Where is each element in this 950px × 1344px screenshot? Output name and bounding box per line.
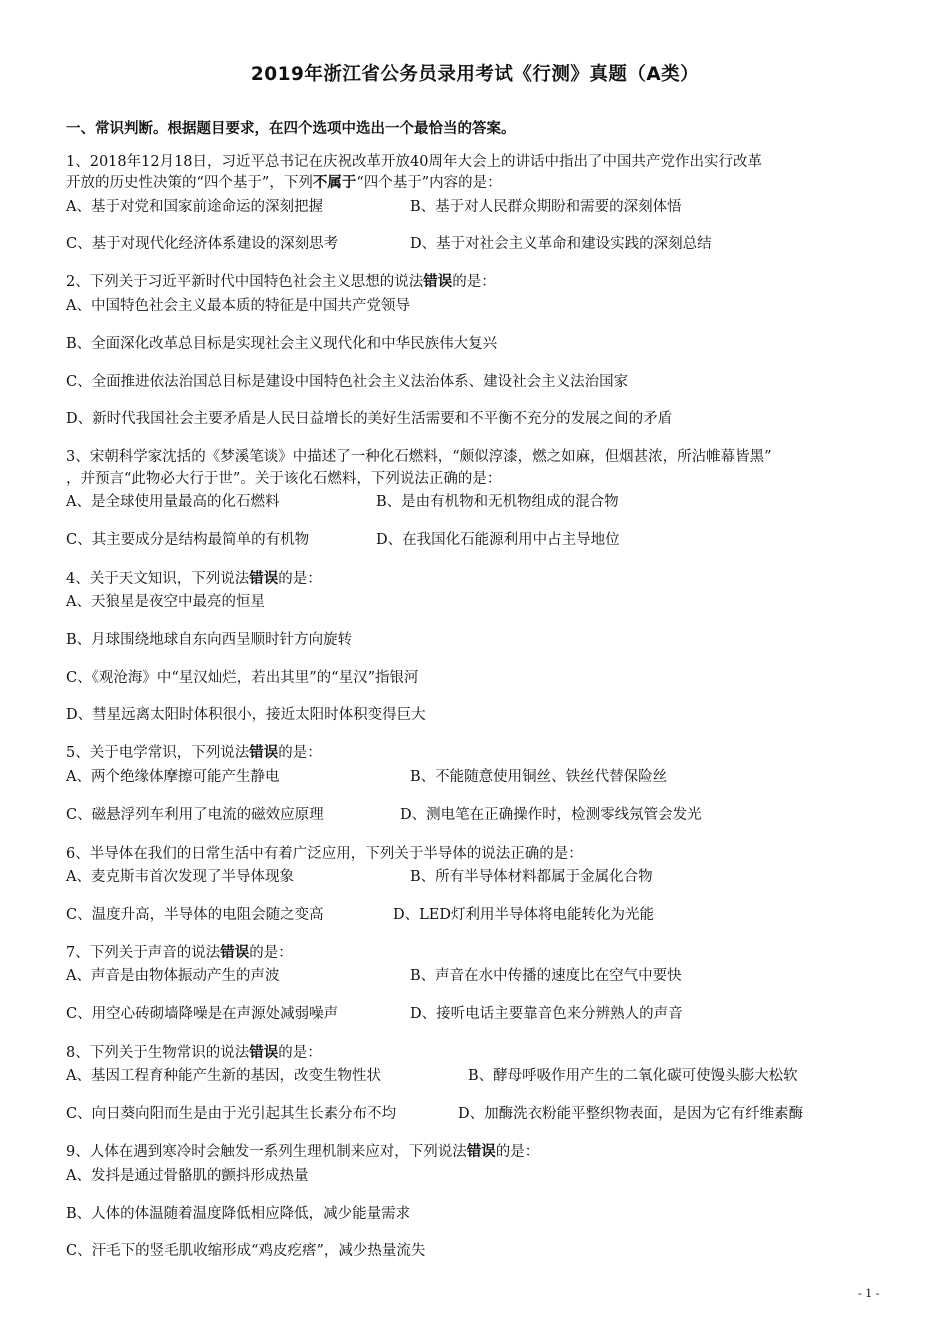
q5-option-a: A、两个绝缘体摩擦可能产生静电 (66, 769, 280, 785)
q5-option-c: C、磁悬浮列车利用了电流的磁效应原理 (66, 807, 324, 823)
q4-stem (66, 569, 322, 589)
q3-option-a: A、是全球使用量最高的化石燃料 (66, 494, 280, 510)
q7-option-a: A、声音是由物体振动产生的声波 (66, 968, 280, 984)
q4-stem-post: 的是： (278, 571, 322, 587)
q1-stem-bold: 不属于 (312, 175, 357, 191)
q2-option-a: A、中国特色社会主义最本质的特征是中国共产党领导 (66, 298, 410, 314)
q6-option-d: D、LED灯利用半导体将电能转化为光能 (393, 907, 654, 923)
q1-option-d: D、基于对社会主义革命和建设实践的深刻总结 (410, 236, 712, 252)
q2-stem-bold: 错误 (423, 274, 453, 290)
q7-stem-bold: 错误 (220, 945, 250, 961)
q6-option-a: A、麦克斯韦首次发现了半导体现象 (66, 869, 294, 885)
q8-stem-bold: 错误 (249, 1045, 279, 1061)
q8-stem-pre: 8、下列关于生物常识的说法 (66, 1045, 250, 1061)
q8-option-d: D、加酶洗衣粉能平整织物表面，是因为它有纤维素酶 (458, 1106, 804, 1122)
q7-stem-post: 的是： (249, 945, 293, 961)
q9-option-b: B、人体的体温随着温度降低相应降低，减少能量需求 (66, 1206, 411, 1222)
q7-stem (66, 943, 293, 963)
q3-option-b: B、是由有机物和无机物组成的混合物 (376, 494, 619, 510)
q2-option-d: D、新时代我国社会主要矛盾是人民日益增长的美好生活需要和不平衡不充分的发展之间的矛盾 (66, 411, 673, 427)
q1-option-a: A、基于对党和国家前途命运的深刻把握 (66, 199, 323, 215)
q6-option-c: C、温度升高，半导体的电阻会随之变高 (66, 907, 324, 923)
q1-option-c: C、基于对现代化经济体系建设的深刻思考 (66, 236, 339, 252)
q5-option-b: B、不能随意使用铜丝、铁丝代替保险丝 (410, 769, 668, 785)
q3-stem-line1: 3、宋朝科学家沈括的《梦溪笔谈》中描述了一种化石燃料，“颇似淳漆，燃之如麻，但烟甚浓，所沾帷幕皆黑” (66, 449, 772, 465)
q9-stem-bold: 错误 (466, 1144, 496, 1160)
q9-stem (66, 1142, 539, 1162)
q9-stem-pre: 9、人体在遇到寒冷时会触发一系列生理机制来应对，下列说法 (66, 1144, 467, 1160)
q4-option-a: A、天狼星是夜空中最亮的恒星 (66, 594, 265, 610)
q1-stem-line2 (66, 173, 502, 193)
q9-option-a: A、发抖是通过骨骼肌的颤抖形成热量 (66, 1168, 309, 1184)
q7-option-c: C、用空心砖砌墙降噪是在声源处减弱噪声 (66, 1006, 339, 1022)
q5-stem-post: 的是： (278, 745, 322, 761)
q6-stem: 6、半导体在我们的日常生活中有着广泛应用，下列关于半导体的说法正确的是： (66, 846, 583, 862)
q4-option-d: D、彗星远离太阳时体积很小，接近太阳时体积变得巨大 (66, 707, 426, 723)
q2-stem-post: 的是： (452, 274, 496, 290)
page-title: 2019年浙江省公务员录用考试《行测》真题（A类） (250, 64, 700, 85)
q9-option-c: C、汗毛下的竖毛肌收缩形成“鸡皮疙瘩”，减少热量流失 (66, 1243, 426, 1259)
q8-option-b: B、酵母呼吸作用产生的二氧化碳可使馒头膨大松软 (468, 1068, 798, 1084)
q2-stem-pre: 2、下列关于习近平新时代中国特色社会主义思想的说法 (66, 274, 424, 290)
q8-stem-post: 的是： (278, 1045, 322, 1061)
page-number: - 1 - (858, 1287, 880, 1300)
q3-stem-line2: ，并预言“此物必大行于世”。关于该化石燃料，下列说法正确的是： (66, 471, 502, 487)
q8-option-a: A、基因工程育种能产生新的基因，改变生物性状 (66, 1068, 381, 1084)
q2-stem (66, 272, 496, 292)
q1-stem-pre: 开放的历史性决策的“四个基于”，下列 (66, 175, 313, 191)
q5-stem-pre: 5、关于电学常识，下列说法 (66, 745, 250, 761)
q3-option-c: C、其主要成分是结构最简单的有机物 (66, 532, 310, 548)
q3-option-d: D、在我国化石能源利用中占主导地位 (376, 532, 620, 548)
q1-stem-post: “四个基于”内容的是： (356, 175, 502, 191)
q4-stem-pre: 4、关于天文知识，下列说法 (66, 571, 250, 587)
q1-option-b: B、基于对人民群众期盼和需要的深刻体悟 (410, 199, 682, 215)
section-heading: 一、常识判断。根据题目要求，在四个选项中选出一个最恰当的答案。 (66, 121, 516, 137)
q2-option-c: C、全面推进依法治国总目标是建设中国特色社会主义法治体系、建设社会主义法治国家 (66, 374, 629, 390)
q5-option-d: D、测电笔在正确操作时，检测零线氖管会发光 (400, 807, 702, 823)
q4-stem-bold: 错误 (249, 571, 279, 587)
q6-option-b: B、所有半导体材料都属于金属化合物 (410, 869, 653, 885)
q4-option-b: B、月球围绕地球自东向西呈顺时针方向旋转 (66, 632, 353, 648)
q9-stem-post: 的是： (495, 1144, 540, 1160)
q7-stem-pre: 7、下列关于声音的说法 (66, 945, 221, 961)
q5-stem-bold: 错误 (249, 745, 279, 761)
q5-stem (66, 743, 322, 763)
q1-stem-line1: 1、2018年12月18日，习近平总书记在庆祝改革开放40周年大会上的讲话中指出了中国共产党作出实行改革 (66, 154, 762, 170)
q8-stem (66, 1043, 322, 1063)
q2-option-b: B、全面深化改革总目标是实现社会主义现代化和中华民族伟大复兴 (66, 336, 498, 352)
q8-option-c: C、向日葵向阳而生是由于光引起其生长素分布不均 (66, 1106, 397, 1122)
q4-option-c: C、《观沧海》中“星汉灿烂，若出其里”的“星汉”指银河 (66, 670, 419, 686)
q7-option-b: B、声音在水中传播的速度比在空气中要快 (410, 968, 682, 984)
q7-option-d: D、接听电话主要靠音色来分辨熟人的声音 (410, 1006, 683, 1022)
